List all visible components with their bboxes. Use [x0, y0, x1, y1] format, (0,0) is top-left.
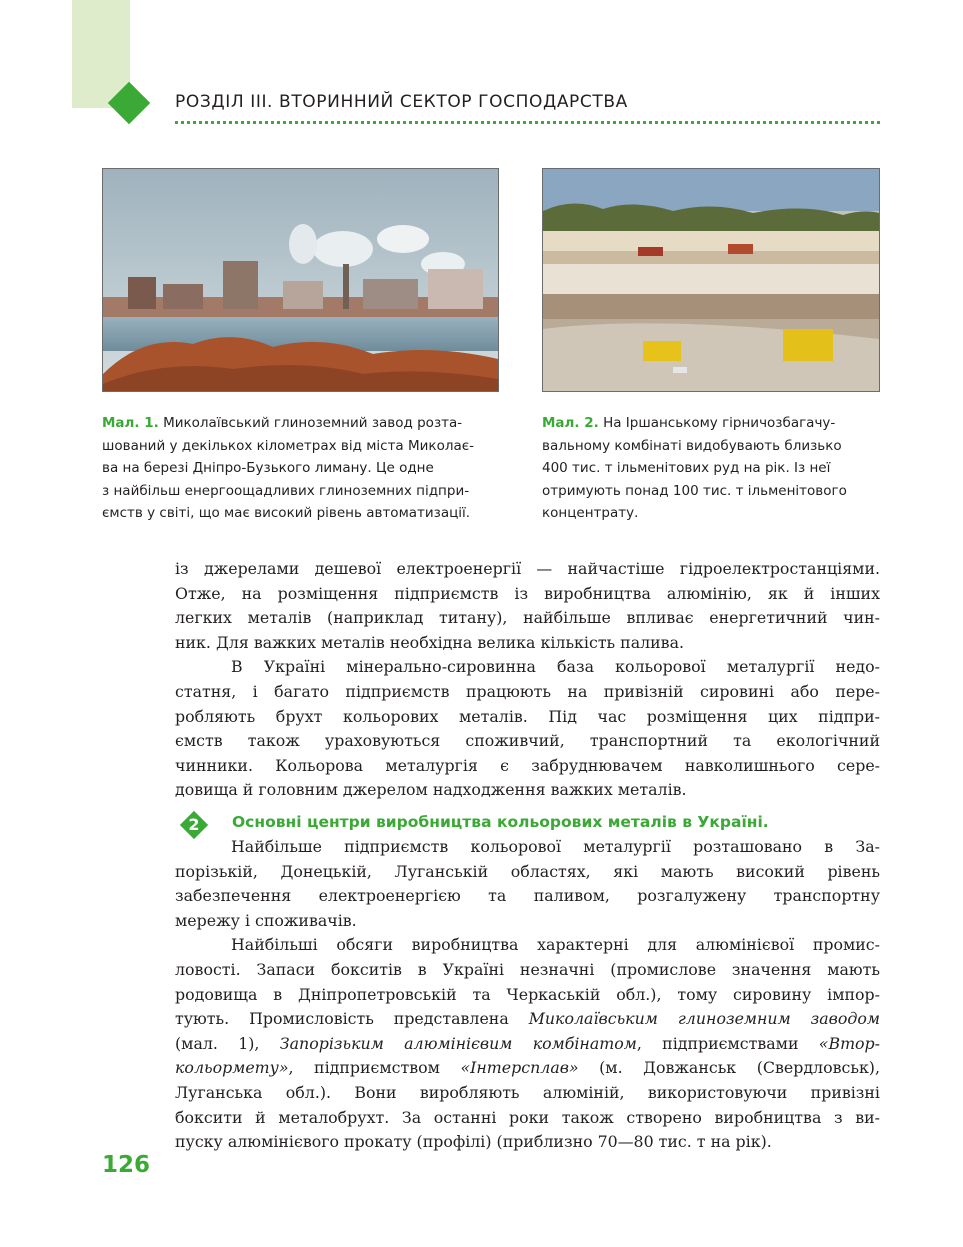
text-line: ник. Для важких металів необхідна велика кількість палива. — [175, 632, 685, 652]
header-divider — [175, 121, 880, 124]
caption-line: концентрату. — [542, 505, 639, 521]
text-line: із джерелами дешевої електроенергії — найчастіше гідроелектростанціями. — [175, 559, 880, 578]
figure-2-photo — [542, 168, 880, 392]
caption-line: Миколаївський глиноземний завод розта- — [158, 415, 463, 431]
text-line: родовища в Дніпропетровській та Черкаській обл.), тому сировину імпор- — [175, 984, 880, 1004]
text-segment: (мал. 1), — [175, 1033, 280, 1053]
figure-1-photo — [102, 168, 499, 392]
text-line: Найбільші обсяги виробництва характерні для алюмінієвої промис- — [231, 935, 880, 955]
text-line: Найбільше підприємств кольорової металургії розташовано в За- — [231, 837, 880, 856]
text-line: Отже, на розміщення підприємств із виробництва алюмінію, як й інших — [175, 583, 880, 603]
text-line: В Україні мінерально-сировинна база кольорової металургії недо- — [231, 657, 880, 677]
body-text-top — [175, 557, 880, 803]
caption-line: ва на березі Дніпро-Бузького лиману. Це одне — [102, 460, 434, 476]
italic-text: Запорізьким алюмінієвим комбінатом — [279, 1033, 637, 1053]
text-line: довища й головним джерелом надходження важких металів. — [175, 780, 687, 800]
caption-line: вальному комбінаті видобувають близько — [542, 437, 842, 454]
italic-text: «Втор- — [818, 1033, 881, 1053]
text-segment: тують. Промисловість представлена — [175, 1009, 529, 1029]
italic-text: Миколаївським глиноземним заводом — [528, 1009, 881, 1029]
caption-line: ємств у світі, що має високий рівень автоматизації. — [102, 505, 471, 521]
text-segment: , підприємством — [288, 1058, 461, 1078]
body-text-bottom — [175, 835, 880, 1155]
caption-line: 400 тис. т ільменітових руд на рік. Із неї — [542, 460, 831, 476]
text-line: мережу і споживачів. — [175, 910, 357, 930]
alumina-plant-image — [103, 169, 498, 391]
text-line: Луганська обл.). Вони виробляють алюміній, використовуючи привізні — [175, 1082, 880, 1102]
figure-1-label: Мал. 1. — [102, 415, 159, 431]
section-number: 2 — [188, 815, 200, 834]
caption-line: На Іршанському гірничозбагачу- — [598, 415, 836, 431]
figure-1-caption — [102, 412, 502, 525]
text-line: робляють брухт кольорових металів. Під час розміщення цих підпри- — [175, 706, 880, 726]
mining-pit-image — [543, 169, 879, 391]
caption-line: шований у декількох кілометрах від міста Миколає- — [102, 437, 475, 454]
text-line: чинники. Кольорова металургія є забруднювачем навколишнього сере- — [175, 755, 880, 775]
text-line — [175, 1032, 880, 1057]
italic-text: кольормету» — [175, 1058, 289, 1078]
text-line — [175, 1056, 880, 1081]
text-line: ловості. Запаси бокситів в Україні незначні (промислове значення мають — [175, 959, 880, 979]
italic-text: «Інтерсплав» — [460, 1058, 579, 1078]
section-heading-text: Основні центри виробництва кольорових металів в Україні. — [232, 813, 769, 831]
section-title: РОЗДІЛ ІІІ. ВТОРИННИЙ СЕКТОР ГОСПОДАРСТВА — [175, 92, 628, 112]
figure-2-label: Мал. 2. — [542, 415, 599, 431]
text-line: статня, і багато підприємств працюють на привізній сировині або пере- — [175, 681, 880, 701]
text-line: порізькій, Донецькій, Луганській областях, які мають високий рівень — [175, 861, 880, 881]
text-line: боксити й металобрухт. За останні роки також створено виробництва з ви- — [175, 1107, 880, 1127]
caption-line: отримують понад 100 тис. т ільменітового — [542, 482, 847, 499]
figure-2-caption — [542, 412, 882, 525]
text-segment: , підприємствами — [636, 1033, 819, 1053]
text-line: пуску алюмінієвого прокату (профілі) (приблизно 70—80 тис. т на рік). — [175, 1132, 772, 1152]
page-number: 126 — [102, 1152, 151, 1178]
text-line: легких металів (наприклад титану), найбільше впливає енергетичний чин- — [175, 608, 880, 628]
text-line: забезпечення електроенергією та паливом, розгалужену транспортну — [175, 886, 880, 906]
text-line — [175, 1007, 880, 1032]
text-segment: (м. Довжанськ (Свердловськ), — [578, 1058, 880, 1078]
text-line: ємств також ураховуються споживчий, транспортний та екологічний — [175, 731, 880, 751]
caption-line: з найбільш енергоощадливих глиноземних підпри- — [102, 482, 470, 499]
